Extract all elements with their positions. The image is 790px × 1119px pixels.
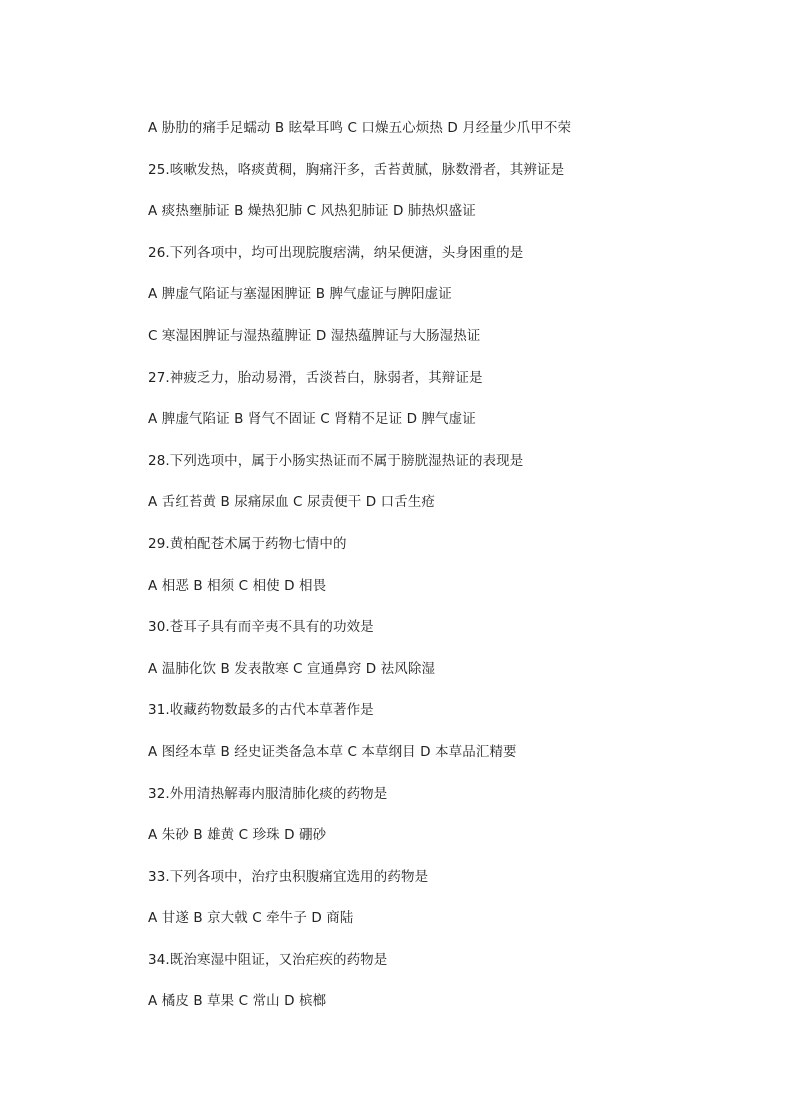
question-line: 28.下列选项中，属于小肠实热证而不属于膀胱湿热证的表现是	[148, 452, 524, 469]
options-line: A 脾虚气陷证与塞湿困脾证 B 脾气虚证与脾阳虚证	[148, 286, 452, 303]
question-line: 30.苍耳子具有而辛夷不具有的功效是	[148, 619, 374, 636]
question-line: 31.收藏药物数最多的古代本草著作是	[148, 702, 374, 719]
options-line: A 温肺化饮 B 发表散寒 C 宣通鼻窍 D 祛风除湿	[148, 660, 436, 677]
question-line: 25.咳嗽发热，咯痰黄稠，胸痛汗多，舌苔黄腻，脉数滑者，其辨证是	[148, 161, 565, 178]
options-line: A 相恶 B 相须 C 相使 D 相畏	[148, 577, 327, 594]
question-line: 32.外用清热解毒内服清肺化痰的药物是	[148, 785, 388, 802]
options-line: A 甘遂 B 京大戟 C 牵牛子 D 商陆	[148, 910, 354, 927]
question-line: 27.神疲乏力，胎动易滑，舌淡苔白，脉弱者，其辩证是	[148, 369, 483, 386]
options-line: A 脾虚气陷证 B 肾气不固证 C 肾精不足证 D 脾气虚证	[148, 411, 476, 428]
text-line: A 胁肋的痛手足蠕动 B 眩晕耳鸣 C 口燥五心烦热 D 月经量少爪甲不荣	[148, 120, 572, 136]
options-line: A 橘皮 B 草果 C 常山 D 槟榔	[148, 993, 327, 1010]
question-line: 29.黄柏配苍术属于药物七情中的	[148, 535, 347, 552]
options-line: A 舌红苔黄 B 尿痛尿血 C 尿责便干 D 口舌生疮	[148, 494, 436, 511]
options-line: A 图经本草 B 经史证类备急本草 C 本草纲目 D 本草品汇精要	[148, 743, 517, 760]
question-line: 34.既治寒湿中阻证，又治疟疾的药物是	[148, 951, 388, 968]
options-line: C 寒湿困脾证与湿热蕴脾证 D 湿热蕴脾证与大肠湿热证	[148, 327, 481, 344]
question-line: 33.下列各项中，治疗虫积腹痛宜选用的药物是	[148, 868, 429, 885]
options-line: A 痰热壅肺证 B 燥热犯肺 C 风热犯肺证 D 肺热炽盛证	[148, 203, 476, 220]
question-line: 26.下列各项中，均可出现脘腹痞满，纳呆便溏，头身困重的是	[148, 244, 524, 261]
question-list	[148, 117, 748, 1032]
options-line: A 朱砂 B 雄黄 C 珍珠 D 硼砂	[148, 827, 327, 844]
